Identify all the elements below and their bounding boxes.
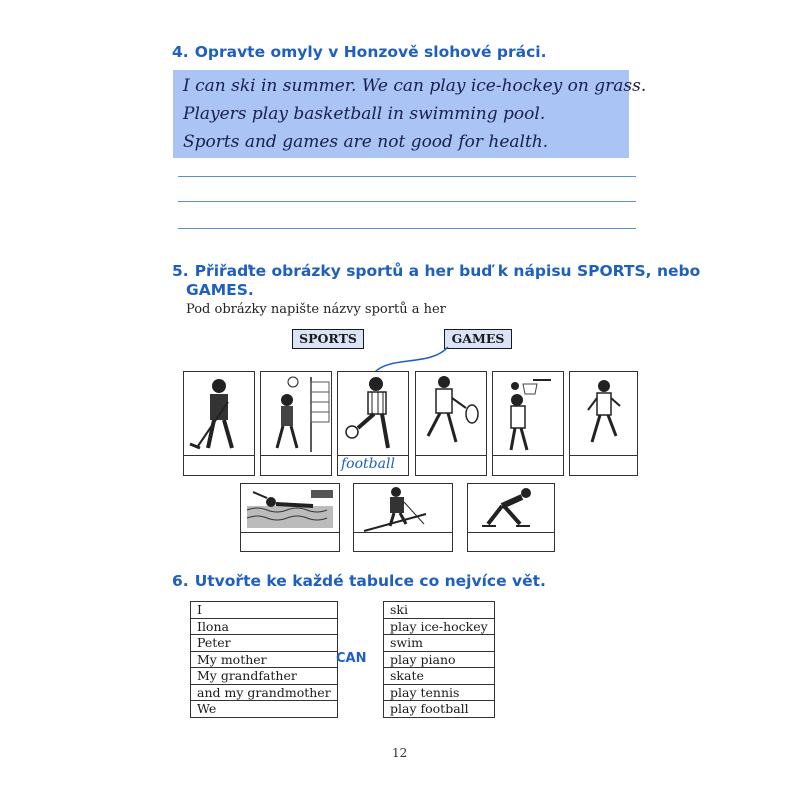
table-cell: and my grandmother [191,684,338,701]
exercise-number: 4. [172,43,189,61]
table-cell: skate [384,668,495,685]
exercise-instruction: Pod obrázky napište názvy sportů a her [186,302,446,317]
essay-line-2: Players play basketball in swimming pool. [183,104,546,124]
picture-answer-field[interactable] [184,456,254,475]
skiing-icon [354,484,452,532]
football-icon [338,372,408,455]
ice-hockey-icon [184,372,254,455]
picture-answer-field[interactable] [416,456,486,475]
page-number: 12 [392,746,408,760]
picture-answer-field[interactable] [493,456,563,475]
exercise-5-heading [172,262,700,300]
volleyball-icon [261,372,331,455]
table-cell: Ilona [191,618,338,635]
picture-skating [467,483,555,552]
table-cell: We [191,701,338,718]
essay-line-1: I can ski in summer. We can play ice-hockey on grass. [183,76,647,96]
exercise-title: Opravte omyly v Honzově slohové práci. [194,43,547,61]
answer-line-2[interactable] [178,201,636,202]
picture-football [337,371,409,476]
table-cell: swim [384,635,495,652]
picture-answer-example: football [341,456,395,472]
swimming-icon [241,484,339,532]
exercise-6-heading [172,572,546,591]
table-cell: play ice-hockey [384,618,495,635]
table-cell: play football [384,701,495,718]
table-cell: I [191,602,338,619]
picture-answer-field[interactable] [261,456,331,475]
picture-basketball [492,371,564,476]
picture-ice-hockey [183,371,255,476]
table-cell: My mother [191,651,338,668]
answer-line-1[interactable] [178,176,636,177]
verb-can: CAN [336,651,367,666]
table-cell: My grandfather [191,668,338,685]
picture-volleyball [260,371,332,476]
picture-tennis [415,371,487,476]
exercise-4-heading [172,43,547,62]
table-cell: Peter [191,635,338,652]
picture-answer-field[interactable] [241,533,339,551]
picture-answer-field[interactable] [354,533,452,551]
table-cell: play tennis [384,684,495,701]
exercise-number: 5. [172,262,189,280]
picture-swimming [240,483,340,552]
exercise-title-continuation: GAMES. [186,281,254,299]
answer-line-3[interactable] [178,228,636,229]
games-label: GAMES [444,329,512,349]
exercise-number: 6. [172,572,189,590]
essay-line-3: Sports and games are not good for health. [183,132,549,152]
picture-answer-field[interactable] [570,456,637,475]
activities-table [383,601,495,718]
exercise-title: Utvořte ke každé tabulce co nejvíce vět. [194,572,546,590]
picture-answer-field[interactable] [468,533,554,551]
skating-icon [468,484,554,532]
running-icon [570,372,637,455]
table-cell: play piano [384,651,495,668]
picture-running [569,371,638,476]
basketball-icon [493,372,563,455]
sports-label: SPORTS [292,329,364,349]
tennis-icon [416,372,486,455]
handwritten-essay-box [173,70,647,158]
table-cell: ski [384,602,495,619]
subjects-table [190,601,338,718]
exercise-title: Přiřaďte obrázky sportů a her buď k nápisu SPORTS, nebo [194,262,701,280]
picture-skiing [353,483,453,552]
